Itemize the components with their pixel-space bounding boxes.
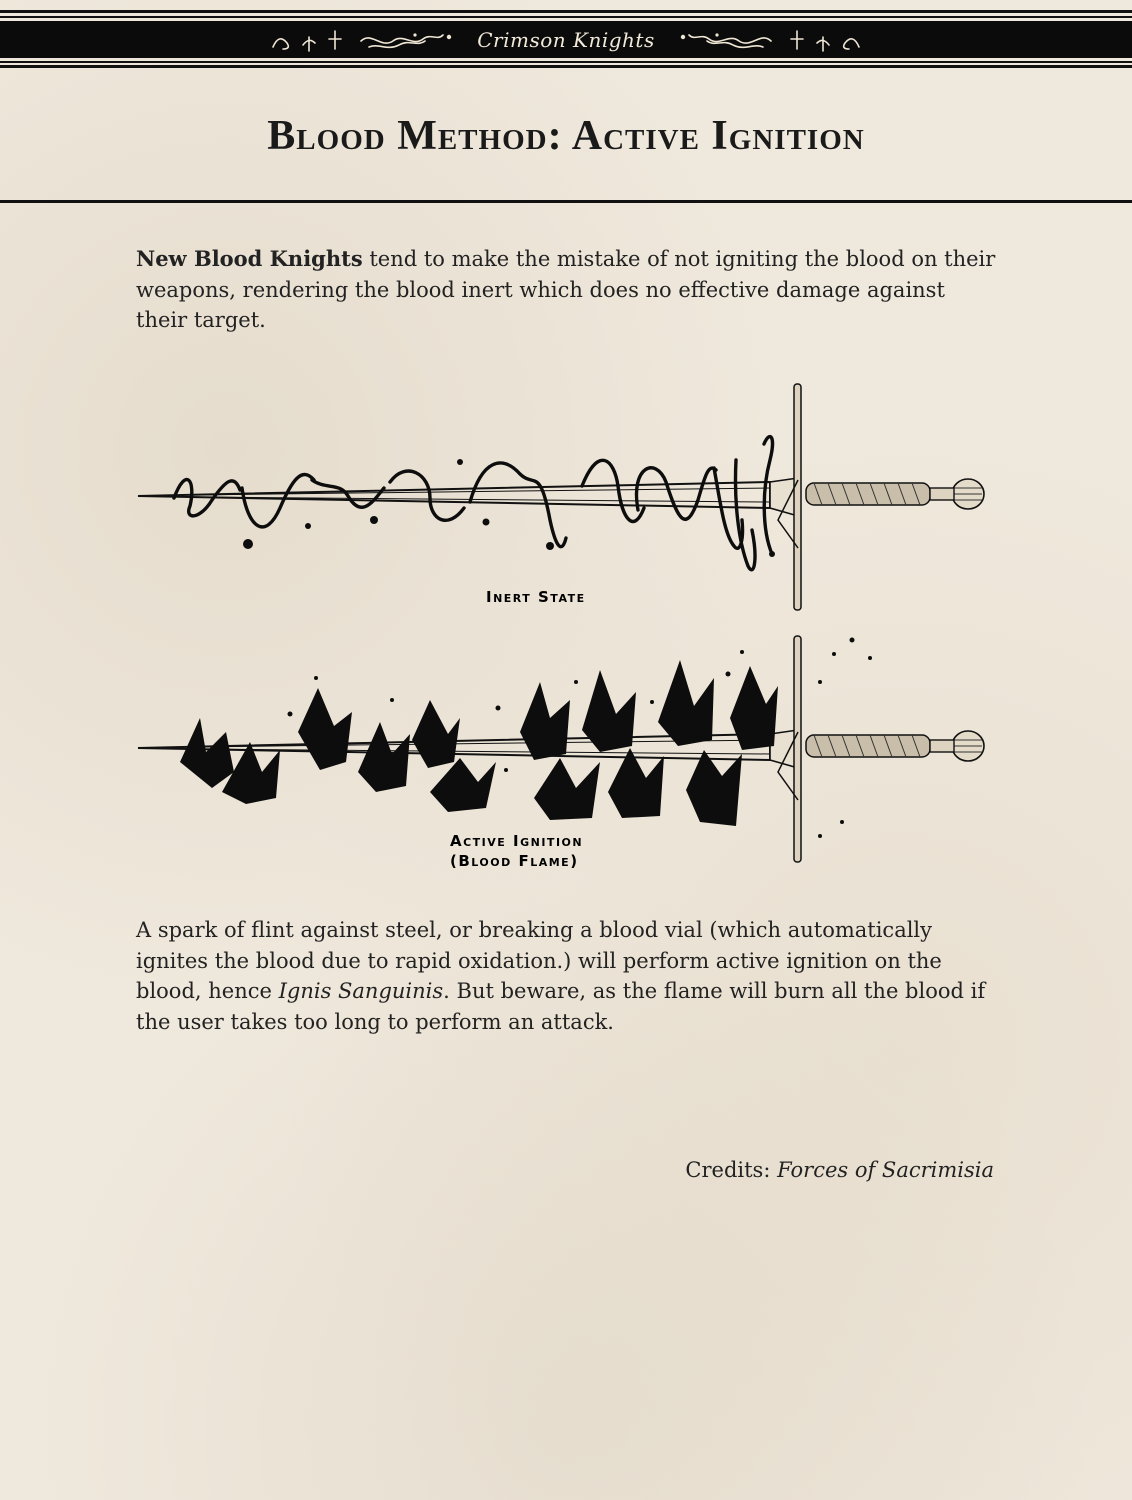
banner-band: [0, 21, 1132, 58]
credits-label: Credits:: [685, 1158, 778, 1182]
body-paragraph: [136, 915, 996, 1037]
body-text-after: . But beware, as the flame will burn all the blood if the user takes too long to perform an attack.: [136, 979, 986, 1034]
title-divider: [0, 200, 1132, 203]
intro-lead-bold: New Blood Knights: [136, 246, 363, 271]
inert-sword-icon: [138, 384, 984, 610]
sword-illustration: [130, 370, 1000, 880]
right-flourish-icon: [667, 25, 867, 55]
ignis-sanguinis-term: Ignis Sanguinis: [278, 979, 444, 1003]
intro-text: tend to make the mistake of not igniting the blood on their weapons, rendering the blood inert which does no effective damage against their target.: [136, 247, 996, 332]
blood-flame-label: (Blood Flame): [450, 852, 579, 870]
banner-top-rule: [0, 10, 1132, 13]
credits-source: Forces of Sacrimisia: [777, 1158, 994, 1182]
banner-bottom-rule: [0, 65, 1132, 68]
inert-state-label: Inert State: [486, 588, 586, 606]
banner-top-rule-thin: [0, 16, 1132, 18]
header-banner: [0, 10, 1132, 68]
intro-paragraph: [136, 244, 996, 336]
banner-title: Crimson Knights: [477, 27, 655, 52]
active-ignition-sword-icon: [138, 636, 984, 870]
left-flourish-icon: [265, 25, 465, 55]
page-title: Blood Method: Active Ignition: [267, 113, 865, 159]
active-ignition-label: Active Ignition: [450, 832, 584, 850]
banner-bottom-rule-thin: [0, 61, 1132, 63]
body-text-before: A spark of flint against steel, or breaking a blood vial (which automatically ignites the blood due to rapid oxidation.) will perform active ignition on the blood, hence: [136, 918, 942, 1003]
credits: [685, 1158, 994, 1182]
